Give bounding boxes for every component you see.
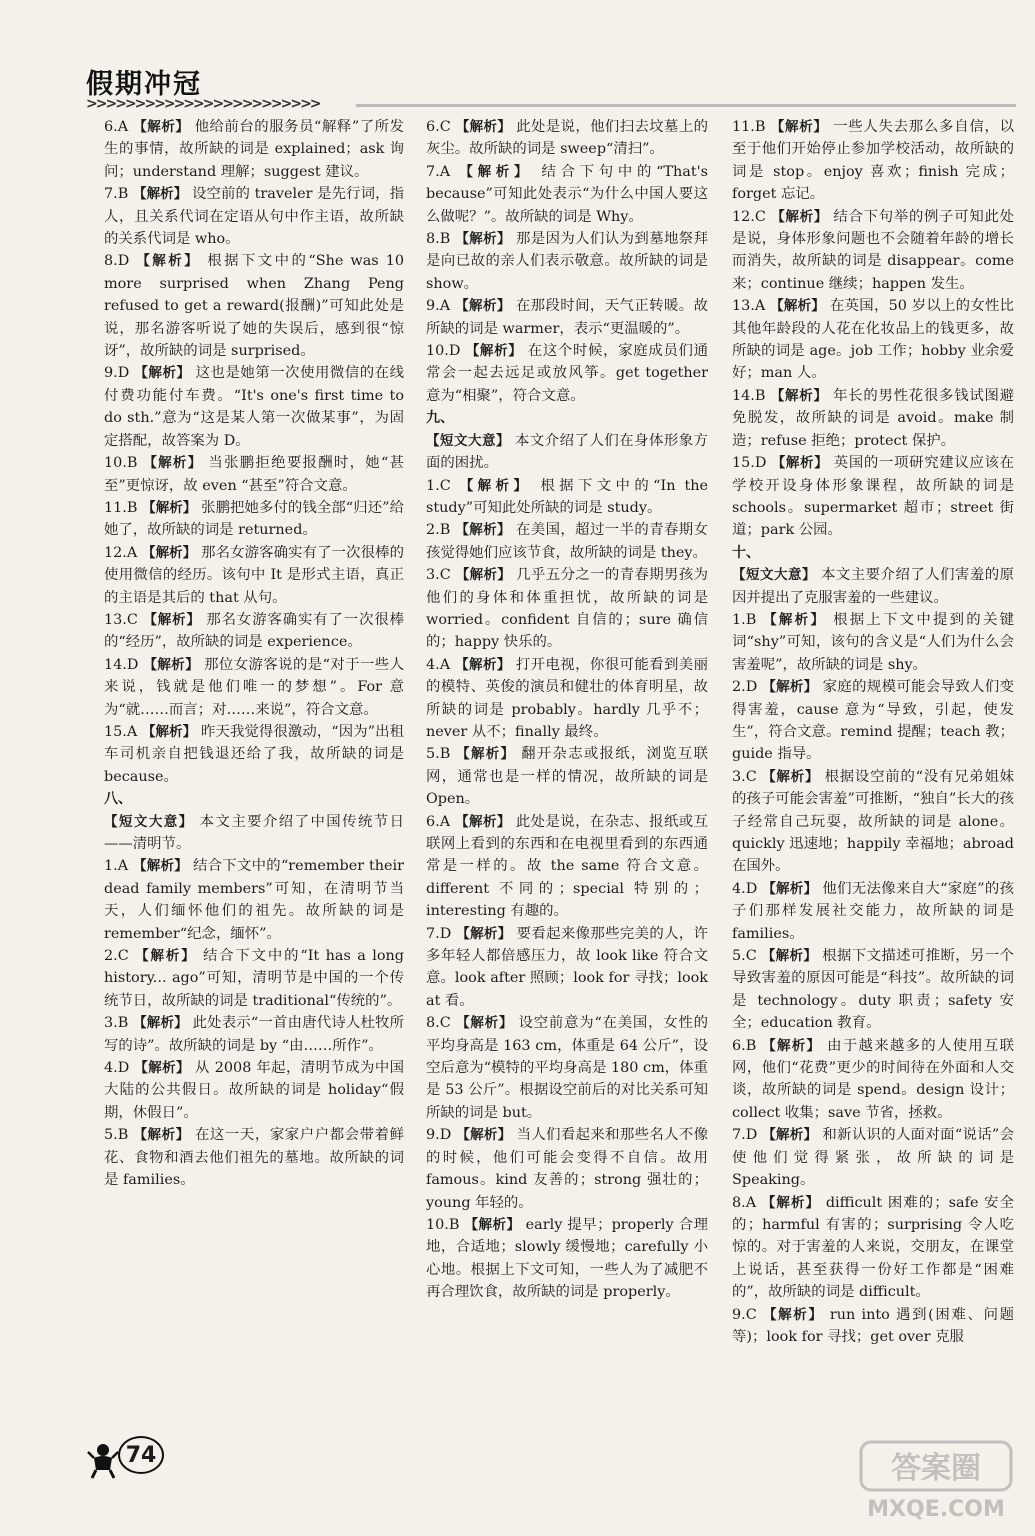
answer-explanation: 英国的一项研究建议应该在学校开设身体形象课程，故所缺的词是 schools。supermarket 超市；street 街道；park 公园。 (732, 455, 1014, 539)
analysis-tag: 【解析】 (141, 723, 197, 740)
answer-number: 14.D (104, 656, 139, 673)
answer-explanation: 此处是说，在杂志、报纸或互联网上看到的东西和在电视里看到的东西通常是一样的。故 the same 符合文意。different 不同的；special 特别的；interesting 有趣的。 (426, 813, 708, 920)
analysis-tag: 【解析】 (761, 948, 818, 965)
analysis-tag: 【解析】 (133, 119, 190, 135)
answer-number: 10.B (426, 1216, 460, 1233)
answer-number: 8.D (104, 253, 130, 270)
summary-paragraph (732, 564, 1014, 609)
summary-paragraph (104, 811, 404, 856)
answer-explanation: 他们无法像来自大“家庭”的孩子们那样发展社交能力，故所缺的词是 families。 (732, 880, 1015, 942)
answer-number: 12.A (104, 544, 138, 561)
answer-entry (426, 811, 708, 923)
answer-entry (426, 564, 708, 654)
answer-entry (732, 878, 1014, 945)
analysis-tag: 【解析】 (134, 1060, 190, 1077)
answer-entry (104, 116, 404, 183)
answer-entry (426, 743, 708, 810)
analysis-tag: 【解析】 (770, 387, 828, 404)
analysis-tag: 【解析】 (762, 679, 818, 696)
answer-entry (104, 183, 404, 250)
answer-entry (426, 654, 708, 744)
answer-entry (426, 228, 708, 295)
summary-tag: 【短文大意】 (426, 432, 510, 449)
answer-entry (104, 362, 404, 452)
answer-number: 9.C (732, 1306, 757, 1323)
answer-number: 7.B (104, 186, 129, 203)
answer-entry (732, 1192, 1014, 1304)
answer-explanation: 家庭的规模可能会导致人们变得害羞，cause 意为“导致，引起，使发生”，符合文意。remind 提醒；teach 教；guide 指导。 (732, 679, 1014, 763)
answer-number: 2.D (732, 679, 758, 696)
answer-number: 10.B (104, 455, 138, 472)
answer-entry (104, 497, 404, 542)
analysis-tag: 【解析】 (456, 925, 512, 942)
mascot-icon (86, 1440, 120, 1480)
answer-entry (732, 1304, 1014, 1349)
answer-number: 2.B (426, 522, 451, 539)
answer-entry (104, 654, 404, 721)
answer-column-1 (104, 116, 404, 1192)
answer-number: 6.C (426, 119, 451, 135)
analysis-tag: 【解析】 (762, 880, 818, 897)
answer-number: 8.B (426, 231, 451, 248)
analysis-tag: 【解析】 (465, 343, 523, 360)
analysis-tag: 【解析】 (455, 119, 512, 135)
answer-explanation: 根据下文中的“She was 10 more surprised when Zhang Peng refused to get a reward(报酬)”可知此处是说，那名游客听说了她的失误后，感到很“惊讶”，故所缺的词是 surprised。 (104, 253, 405, 360)
page-header (86, 62, 1026, 112)
answer-entry (732, 945, 1014, 1035)
answer-entry (426, 475, 708, 520)
answer-entry (104, 250, 404, 362)
analysis-tag: 【解析】 (762, 768, 820, 785)
answer-entry (732, 766, 1014, 878)
answer-number: 4.D (732, 880, 758, 897)
answer-number: 1.A (104, 858, 129, 875)
analysis-tag: 【解析】 (762, 1037, 822, 1054)
answer-entry (104, 452, 404, 497)
answer-explanation: 打开电视，你很可能看到美丽的模特、英俊的演员和健壮的体育明星，故所缺的词是 probably。hardly 几乎不；never 从不；finally 最终。 (426, 656, 708, 740)
analysis-tag: 【解析】 (459, 163, 533, 180)
answer-number: 11.B (104, 499, 138, 516)
summary-text: 本文主要介绍了中国传统节日——清明节。 (104, 813, 404, 852)
answer-explanation: 昨天我觉得很激动，“因为”出租车司机亲自把钱退还给了我，故所缺的词是 because。 (104, 723, 405, 785)
analysis-tag: 【解析】 (455, 656, 511, 673)
answer-explanation: 几乎五分之一的青春期男孩为他们的身体和体重担忧，故所缺的词是 worried。confident 自信的；sure 确信的；happy 快乐的。 (426, 567, 708, 651)
answer-entry (732, 609, 1014, 676)
analysis-tag: 【解析】 (133, 1127, 190, 1144)
answer-entry (426, 161, 708, 228)
analysis-tag: 【解析】 (459, 477, 532, 494)
analysis-tag: 【解析】 (761, 1194, 821, 1211)
answer-number: 7.D (732, 1127, 758, 1144)
answer-number: 15.A (104, 723, 138, 740)
analysis-tag: 【解析】 (141, 544, 197, 561)
answer-entry (104, 542, 404, 609)
answer-entry (426, 295, 708, 340)
analysis-tag: 【解析】 (143, 455, 203, 472)
answer-entry (732, 295, 1014, 385)
answer-number: 1.B (732, 611, 757, 628)
answer-entry (426, 116, 708, 161)
analysis-tag: 【解析】 (456, 746, 516, 763)
answer-number: 7.D (426, 925, 452, 942)
answer-explanation: 在那段时间，天气正转暖。故所缺的词是 warmer，表示“更温暖的”。 (426, 298, 708, 337)
answer-number: 2.C (104, 948, 129, 965)
answer-explanation: 结合下文中的“It has a long history... ago”可知，清明节是中国的一个传统节日，故所缺的词是 traditional“传统的”。 (104, 948, 405, 1009)
answer-explanation: 设空前意为“在美国，女性的平均身高是 163 cm，体重是 64 公斤”，设空后意为“模特的平均身高是 180 cm，体重是 53 公斤”。根据设空前后的对比关系可知所缺的词是 but。 (426, 1015, 709, 1121)
header-chevron-decoration: >>>>>>>>>>>>>>>>>>>>>>>> (86, 96, 320, 112)
answer-number: 11.B (732, 119, 766, 135)
answer-explanation: 他给前台的服务员“解释”了所发生的事情，故所缺的词是 explained；ask 询问；understand 理解；suggest 建议。 (104, 119, 405, 180)
section-heading: 八、 (104, 791, 132, 808)
answer-explanation: 此处表示“一首由唐代诗人杜牧所写的诗”。故所缺的词是 by “由……所作”。 (104, 1015, 405, 1054)
answer-explanation: 在美国，超过一半的青春期女孩觉得她们应该节食，故所缺的词是 they。 (426, 522, 709, 561)
analysis-tag: 【解析】 (770, 119, 828, 135)
answer-entry (732, 116, 1014, 206)
analysis-tag: 【解析】 (763, 611, 827, 628)
answer-explanation: 设空前的 traveler 是先行词，指人，且关系代词在定语从句中作主语，故所缺的关系代词是 who。 (104, 186, 404, 248)
answer-explanation: 张鹏把她多付的钱全部“归还”给她了，故所缺的词是 returned。 (104, 499, 405, 539)
answer-entry (426, 1124, 708, 1214)
answer-number: 14.B (732, 387, 766, 404)
answer-column-2 (426, 116, 708, 1304)
answer-explanation: 当张鹏拒绝要报酬时，她“甚至”更惊讶，故 even “甚至”符合文意。 (104, 455, 405, 494)
analysis-tag: 【解析】 (770, 298, 826, 315)
answer-number: 10.D (426, 343, 461, 360)
answer-entry (104, 1057, 404, 1124)
answer-number: 3.B (104, 1015, 129, 1032)
answer-explanation: 由于越来越多的人使用互联网，他们“花费”更少的时间待在外面和人交谈，故所缺的词是 spend。design 设计；collect 收集；save 节省，拯救。 (732, 1037, 1014, 1121)
answer-explanation: early 提早；properly 合理地，合适地；slowly 缓慢地；carefully 小心地。根据上下文可知，一些人为了减肥不再合理饮食，故所缺的词是 properly。 (426, 1216, 709, 1301)
page-number: 74 (118, 1436, 164, 1474)
answer-entry (104, 945, 404, 1012)
answer-explanation: 和新认识的人面对面“说话”会使他们觉得紧张，故所缺的词是 Speaking。 (732, 1127, 1015, 1189)
answer-explanation: 在这一天，家家户户都会带着鲜花、食物和酒去他们祖先的墓地。故所缺的词是 families。 (104, 1127, 404, 1189)
analysis-tag: 【解析】 (762, 1127, 818, 1144)
answer-explanation: 根据下文中的“In the study”可知此处所缺的词是 study。 (426, 477, 709, 516)
answer-number: 12.C (732, 208, 766, 225)
answer-entry (104, 855, 404, 945)
answer-number: 1.C (426, 477, 451, 494)
analysis-tag: 【解析】 (456, 1015, 514, 1032)
answer-number: 13.C (104, 611, 138, 628)
answer-number: 5.B (104, 1127, 129, 1144)
answer-explanation: 这也是她第一次使用微信的在线付费功能付车费。“It's one's first time to do sth.”意为“这是某人第一次做某事”，为固定搭配，故答案为 D。 (104, 365, 404, 449)
section-heading: 九、 (426, 410, 454, 427)
analysis-tag: 【解析】 (133, 1015, 188, 1032)
answer-explanation: 那名女游客确实有了一次很棒的“经历”，故所缺的词是 experience。 (104, 611, 405, 651)
answer-entry (732, 385, 1014, 452)
answer-number: 8.A (732, 1194, 757, 1211)
answer-number: 3.C (732, 768, 757, 785)
summary-tag: 【短文大意】 (104, 813, 194, 830)
answer-explanation: 从 2008 年起，清明节成为中国大陆的公共假日。故所缺的词是 holiday“假期，休假日”。 (104, 1060, 405, 1121)
analysis-tag: 【解析】 (142, 499, 197, 516)
analysis-tag: 【解析】 (771, 455, 829, 472)
answer-entry (104, 721, 404, 788)
answer-explanation: 翻开杂志或报纸，浏览互联网，通常也是一样的情况，故所缺的词是 Open。 (426, 746, 708, 808)
answer-number: 6.A (426, 813, 451, 830)
answer-entry (104, 1012, 404, 1057)
analysis-tag: 【解析】 (464, 1216, 521, 1233)
answer-explanation: 当人们看起来和那些名人不像的时候，他们可能会变得不自信。故用 famous。kind 友善的；strong 强壮的；young 年轻的。 (426, 1127, 708, 1211)
answer-explanation: 年长的男性花很多钱试图避免脱发，故所缺的词是 avoid。make 制造；refuse 拒绝；protect 保护。 (732, 387, 1014, 449)
analysis-tag: 【解析】 (132, 186, 188, 203)
summary-text: 本文介绍了人们在身体形象方面的困扰。 (426, 432, 709, 472)
answer-entry (426, 340, 708, 407)
answer-number: 13.A (732, 298, 766, 315)
answer-number: 5.B (426, 746, 451, 763)
analysis-tag: 【解析】 (143, 611, 201, 628)
answer-explanation: run into 遇到(困难、问题等)；look for 寻找；get over 克服 (732, 1306, 1015, 1345)
answer-explanation: 根据下文描述可推断，另一个导致害羞的原因可能是“科技”。故所缺的词是 technology。duty 职责；safety 安全；education 教育。 (732, 948, 1014, 1032)
answer-number: 6.B (732, 1037, 757, 1054)
section-heading: 十、 (732, 544, 760, 561)
answer-number: 4.D (104, 1060, 130, 1077)
answer-number: 7.A (426, 163, 451, 180)
answer-explanation: difficult 困难的；safe 安全的；harmful 有害的；surprising 令人吃惊的。对于害羞的人来说，交朋友，在课堂上说话，甚至获得一份好工作都是“困难的”，故所缺的词是 difficult。 (732, 1194, 1015, 1301)
answer-entry (732, 1035, 1014, 1125)
answer-number: 3.C (426, 567, 451, 584)
answer-explanation: 结合下句举的例子可知此处是说，身体形象问题也不会随着年龄的增长而消失，故所缺的词是 disappear。come 来；continue 继续；happen 发生。 (732, 208, 1014, 292)
analysis-tag: 【解析】 (762, 1306, 824, 1323)
summary-text: 本文主要介绍了人们害羞的原因并提出了克服害羞的一些建议。 (732, 567, 1015, 606)
answer-explanation: 在这个时候，家庭成员们通常会一起去远足或放风筝。get together 意为“相聚”，符合文意。 (426, 343, 708, 404)
answer-explanation: 那是因为人们认为到墓地祭拜是向已故的亲人们表示敬意。故所缺的词是 show。 (426, 231, 709, 292)
answer-entry (426, 1012, 708, 1124)
answer-explanation: 根据设空前的“没有兄弟姐妹的孩子可能会害羞”可推断，“独自”长大的孩子经常自己玩耍，故所缺的词是 alone。quickly 迅速地；happily 幸福地；abroad 在国外。 (732, 768, 1015, 875)
answer-entry (732, 206, 1014, 296)
analysis-tag: 【解析】 (132, 858, 189, 875)
answer-entry (732, 452, 1014, 542)
summary-tag: 【短文大意】 (732, 567, 816, 584)
watermark-logo-icon (857, 1436, 1017, 1524)
answer-explanation: 一些人失去那么多自信，以至于他们开始停止参加学校活动，故所缺的词是 stop。enjoy 喜欢；finish 完成；forget 忘记。 (732, 119, 1014, 203)
header-rule (356, 104, 1016, 107)
answer-explanation: 结合下句中的“That's because”可知此处表示“为什么中国人要这么做呢？”。故所缺的词是 Why。 (426, 163, 708, 225)
analysis-tag: 【解析】 (771, 208, 829, 225)
answer-columns (104, 116, 1028, 1446)
svg-text:答案圈: 答案圈 (891, 1451, 981, 1486)
analysis-tag: 【解析】 (455, 231, 511, 248)
answer-number: 8.C (426, 1015, 451, 1032)
analysis-tag: 【解析】 (455, 813, 511, 830)
answer-entry (104, 1124, 404, 1191)
analysis-tag: 【解析】 (143, 656, 200, 673)
answer-entry (426, 519, 708, 564)
answer-explanation: 那位女游客说的是“对于一些人来说，钱就是他们唯一的梦想”。For 意为“就……而言；对……来说”，符合文意。 (104, 656, 405, 718)
answer-number: 6.A (104, 119, 129, 135)
answer-entry (732, 1124, 1014, 1191)
answer-number: 15.D (732, 455, 767, 472)
answer-number: 9.A (426, 298, 451, 315)
answer-entry (426, 923, 708, 1013)
analysis-tag: 【解析】 (136, 253, 201, 270)
analysis-tag: 【解析】 (455, 522, 511, 539)
answer-number: 5.C (732, 948, 757, 965)
answer-entry (426, 1214, 708, 1304)
analysis-tag: 【解析】 (455, 298, 511, 315)
analysis-tag: 【解析】 (456, 1127, 512, 1144)
answer-explanation: 此处是说，他们扫去坟墓上的灰尘。故所缺的词是 sweep“清扫”。 (426, 119, 708, 158)
answer-entry (104, 609, 404, 654)
answer-explanation: 要看起来像那些完美的人，许多年轻人都倍感压力，故 look like 符合文意。look after 照顾；look for 寻找；look at 看。 (426, 925, 708, 1009)
analysis-tag: 【解析】 (135, 948, 197, 965)
analysis-tag: 【解析】 (134, 365, 191, 382)
answer-explanation: 根据上下文中提到的关键词“shy”可知，该句的含义是“人们为什么会害羞呢”，故所缺的词是 shy。 (732, 611, 1014, 673)
answer-entry (732, 676, 1014, 766)
answer-number: 9.D (104, 365, 130, 382)
series-title: 假期冲冠 (86, 69, 202, 100)
answer-explanation: 在英国，50 岁以上的女性比其他年龄段的人花在化妆品上的钱更多，故所缺的词是 age。job 工作；hobby 业余爱好；man 人。 (732, 298, 1015, 382)
analysis-tag: 【解析】 (455, 567, 512, 584)
answer-column-3 (732, 116, 1014, 1348)
svg-text:MXQE.COM: MXQE.COM (867, 1497, 1005, 1522)
summary-paragraph (426, 430, 708, 475)
answer-number: 9.D (426, 1127, 452, 1144)
answer-number: 4.A (426, 656, 451, 673)
answer-explanation: 结合下文中的“remember their dead family members”可知，在清明节当天，人们缅怀他们的祖先。故所缺的词是 remember“纪念，缅怀”。 (104, 858, 405, 942)
answer-explanation: 那名女游客确实有了一次很棒的使用微信的经历。该句中 It 是形式主语，真正的主语是其后的 that 从句。 (104, 544, 404, 606)
